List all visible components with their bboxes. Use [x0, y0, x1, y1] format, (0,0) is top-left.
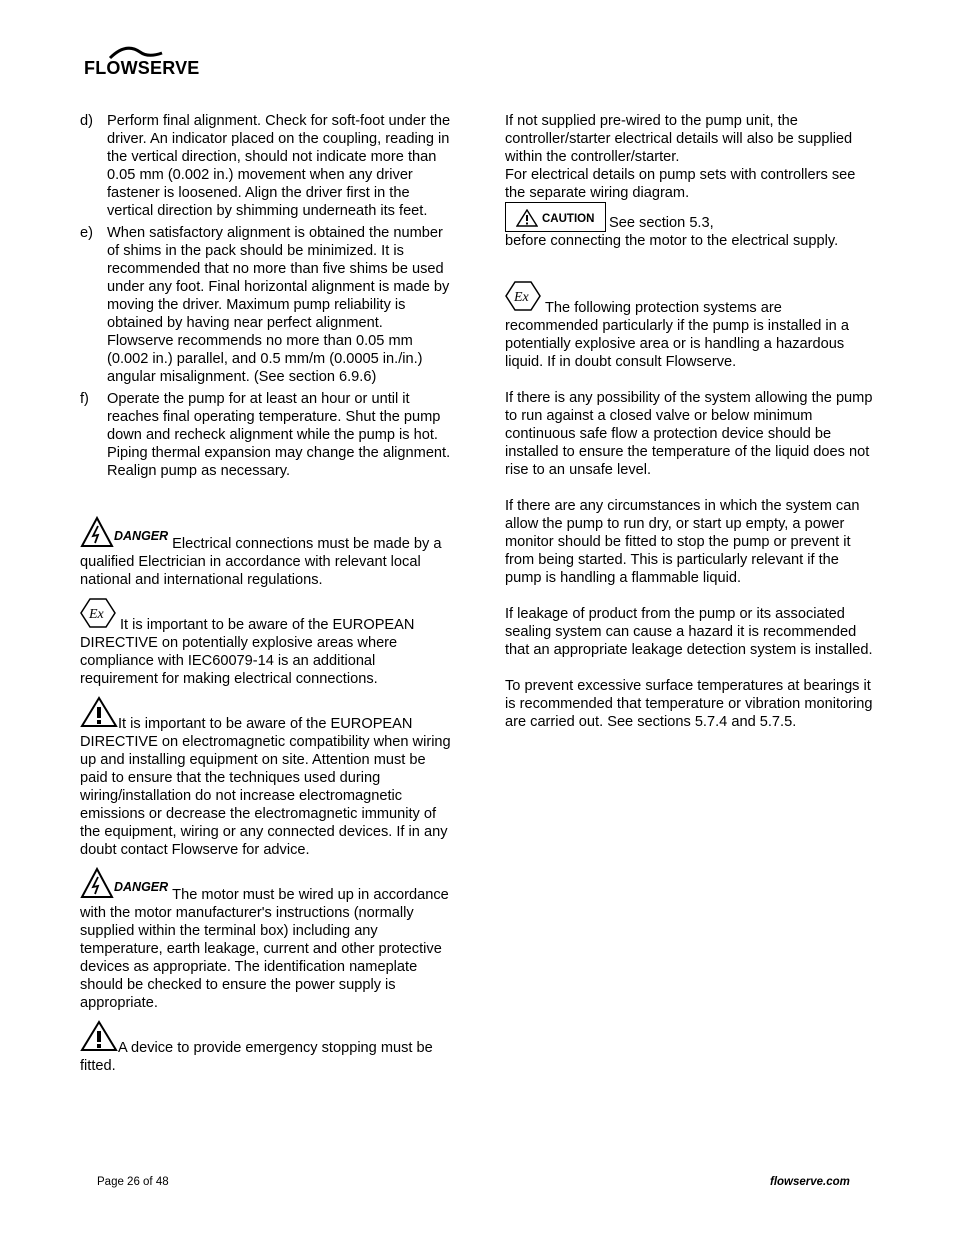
ex-hexagon-icon	[505, 280, 541, 317]
wiring-diagram-paragraph: For electrical details on pump sets with controllers see the separate wiring diagram.	[505, 167, 856, 201]
list-marker: e)	[80, 225, 93, 241]
danger1-text: Electrical connections must be made by a qualified Electrician in accordance with relevant local national and international regulations.	[80, 536, 442, 588]
list-item-f	[80, 390, 452, 480]
emc-warning-paragraph	[80, 696, 452, 859]
list-item-text: When satisfactory alignment is obtained the number of shims in the pack should be minimized. It is recommended that no more than five shims be used under any foot. Final horizontal alignment is made by moving the driver. Maximum pump reliability is obtained by having near perfect alignment. Flowserve recommends no more than 0.05 mm (0.002 in.) parallel, and 0.5 mm/m (0.0005 in./in.) angular misalignment. (See section 6.9.6)	[107, 225, 450, 385]
danger2-text: The motor must be wired up in accordance with the motor manufacturer's instructions (normally supplied within the terminal box) including any temperature, earth leakage, current and other protective devices as appropriate. The identification nameplate should be checked to ensure the power supply is appropriate.	[80, 887, 449, 1011]
caution-text-a: See section 5.3,	[609, 215, 714, 231]
ex-hexagon-icon	[80, 597, 116, 634]
caution-triangle-icon	[516, 209, 538, 227]
prewired-paragraph: If not supplied pre-wired to the pump unit, the controller/starter electrical details will also be supplied within the controller/starter.	[505, 113, 853, 165]
list-item-text: Perform final alignment. Check for soft-foot under the driver. An indicator placed on the coupling, reading in the vertical direction, should not indicate more than 0.05 mm (0.002 in.) movement when any driver fastener is loosened. Align the driver first in the vertical direction by shimming underneath its feet.	[107, 113, 451, 219]
flowserve-logo	[82, 44, 202, 84]
warn2-text: A device to provide emergency stopping must be fitted.	[80, 1040, 433, 1074]
list-marker: f)	[80, 391, 89, 407]
closed-valve-paragraph: If there is any possibility of the system allowing the pump to run against a closed valve or below minimum continuous safe flow a protection device should be installed to ensure the temperature of the liquid does not rise to an unsafe level.	[505, 390, 873, 478]
danger-lightning-icon	[80, 867, 114, 904]
svg-text:Ex: Ex	[89, 607, 104, 622]
svg-text:Ex: Ex	[514, 290, 529, 305]
right-column	[505, 112, 877, 731]
caution-paragraph	[505, 202, 877, 250]
run-dry-paragraph: If there are any circumstances in which the system can allow the pump to run dry, or start up empty, a power monitor should be fitted to stop the pump or prevent it from being started. This is particularly relevant if the pump is handling a flammable liquid.	[505, 498, 860, 586]
list-marker: d)	[80, 113, 93, 129]
danger-lightning-icon	[80, 516, 114, 553]
page-number: Page 26 of 48	[97, 1176, 169, 1188]
list-item-e	[80, 224, 452, 386]
ex1-text: It is important to be aware of the EUROPEAN DIRECTIVE on potentially explosive areas where compliance with IEC60079-14 is an additional requirement for making electrical connections.	[80, 617, 415, 687]
ex-protection-text: The following protection systems are recommended particularly if the pump is installed in a potentially explosive area or is handling a hazardous liquid. If in doubt consult Flowserve.	[505, 300, 849, 370]
caution-text-b: before connecting the motor to the electrical supply.	[505, 233, 839, 249]
caution-box	[505, 202, 606, 232]
caution-label: CAUTION	[542, 213, 595, 225]
danger-electrical-paragraph	[80, 516, 452, 589]
list-item-text: Operate the pump for at least an hour or until it reaches final operating temperature. Shut the pump down and recheck alignment while the pump is hot. Piping thermal expansion may change the alignment. Realign pump as necessary.	[107, 391, 451, 479]
emergency-stop-paragraph	[80, 1020, 452, 1075]
danger-label: DANGER	[114, 880, 169, 894]
logo-text: FLOWSERVE	[84, 58, 200, 78]
footer-website: flowserve.com	[770, 1176, 850, 1188]
leakage-paragraph: If leakage of product from the pump or its associated sealing system can cause a hazard it is recommended that an appropriate leakage detection system is installed.	[505, 606, 873, 658]
ex-directive-paragraph	[80, 597, 452, 688]
protection-systems-paragraph	[505, 280, 877, 371]
list-item-d	[80, 112, 452, 220]
left-column	[80, 112, 452, 1075]
warn1-text: It is important to be aware of the EUROPEAN DIRECTIVE on electromagnetic compatibility when wiring up and installing equipment on site. Attention must be paid to ensure that the techniques used during wiring/installation do not increase electromagnetic emissions or decrease the electromagnetic immunity of the equipment, wiring or any connected devices. If in any doubt contact Flowserve for advice.	[80, 716, 451, 858]
danger-motor-paragraph	[80, 867, 452, 1012]
warning-triangle-icon	[80, 696, 118, 733]
surface-temperature-paragraph: To prevent excessive surface temperatures at bearings it is recommended that temperature or vibration monitoring are carried out. See sections 5.7.4 and 5.7.5.	[505, 678, 873, 730]
danger-label: DANGER	[114, 529, 169, 543]
warning-triangle-icon	[80, 1020, 118, 1057]
